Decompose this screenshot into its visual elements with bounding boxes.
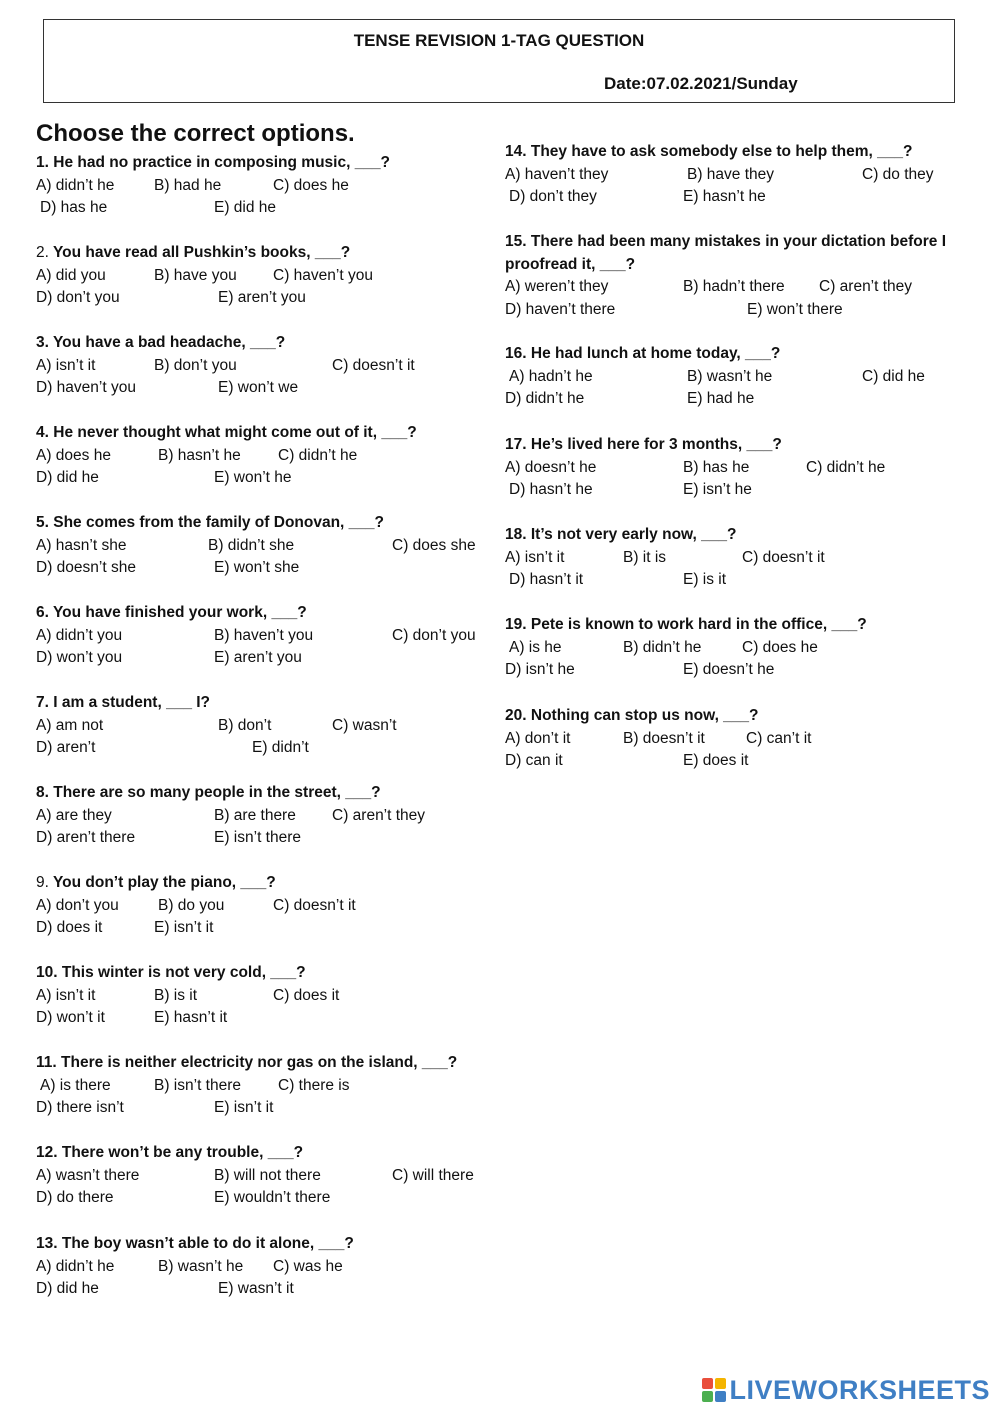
- answer-option[interactable]: D) there isn’t: [36, 1099, 124, 1116]
- question-prompt: They have to ask somebody else to help them, ___?: [530, 143, 913, 160]
- answer-option[interactable]: A) weren’t they: [505, 278, 609, 295]
- question-text: [505, 614, 963, 637]
- answer-option[interactable]: E) aren’t you: [214, 649, 302, 666]
- question-number: 15.: [505, 233, 527, 250]
- options-row-1: [36, 535, 496, 558]
- answer-option[interactable]: E) aren’t you: [218, 289, 306, 306]
- question-prompt: I am a student, ___ I?: [53, 694, 211, 711]
- question-number: 17.: [505, 436, 527, 453]
- answer-option[interactable]: B) don’t you: [154, 356, 237, 374]
- question-number: 18.: [505, 526, 527, 543]
- answer-option[interactable]: D) haven’t you: [36, 379, 136, 396]
- answer-option[interactable]: B) is it: [154, 986, 198, 1004]
- answer-option[interactable]: C) aren’t they: [819, 278, 913, 295]
- question-number: 4.: [36, 424, 49, 441]
- question-number: 12.: [36, 1144, 58, 1161]
- options-row-2: [36, 1097, 496, 1120]
- question-9: [36, 872, 496, 940]
- answer-option[interactable]: E) won’t he: [214, 469, 292, 486]
- answer-option[interactable]: B) has he: [683, 458, 750, 476]
- question-11: [36, 1052, 496, 1120]
- answer-option[interactable]: B) haven’t you: [214, 626, 314, 644]
- answer-option[interactable]: C) didn’t he: [278, 446, 358, 464]
- question-prompt: The boy wasn’t able to do it alone, ___?: [61, 1235, 354, 1252]
- question-text: [36, 782, 496, 805]
- answer-option[interactable]: B) didn’t he: [623, 638, 702, 656]
- answer-option[interactable]: D) didn’t he: [505, 390, 585, 407]
- question-text: [505, 524, 963, 547]
- options-row-2: [505, 479, 963, 502]
- answer-option[interactable]: A) does he: [36, 446, 111, 464]
- question-text: [36, 962, 496, 985]
- answer-option[interactable]: A) is he: [509, 638, 562, 656]
- answer-option[interactable]: D) do there: [36, 1189, 114, 1206]
- answer-option[interactable]: B) isn’t there: [154, 1076, 242, 1094]
- question-13: [36, 1233, 496, 1301]
- options-row-1: [505, 728, 963, 751]
- question-number: 11.: [36, 1054, 57, 1071]
- options-row-1: [505, 276, 963, 299]
- answer-option[interactable]: E) had he: [687, 390, 755, 407]
- answer-option[interactable]: C) will there: [392, 1166, 474, 1184]
- answer-option[interactable]: C) does she: [392, 536, 476, 554]
- answer-option[interactable]: C) doesn’t it: [742, 548, 825, 566]
- answer-option[interactable]: A) don’t you: [36, 896, 119, 914]
- answer-option[interactable]: A) hasn’t she: [36, 536, 127, 554]
- options-row-2: [36, 1278, 496, 1301]
- answer-option[interactable]: D) aren’t there: [36, 829, 136, 846]
- options-row-2: [36, 557, 496, 580]
- answer-option[interactable]: E) isn’t it: [154, 919, 214, 936]
- question-prompt: He had no practice in composing music, ___?: [53, 154, 391, 171]
- question-text: [36, 242, 496, 265]
- options-row-1: [36, 1256, 496, 1279]
- options-row-1: [36, 445, 496, 468]
- answer-option[interactable]: A) hadn’t he: [509, 367, 593, 385]
- answer-option[interactable]: D) doesn’t she: [36, 559, 136, 576]
- options-row-2: [36, 197, 496, 220]
- answer-option[interactable]: D) aren’t: [36, 739, 96, 756]
- answer-option[interactable]: E) doesn’t he: [683, 661, 775, 678]
- options-row-1: [36, 805, 496, 828]
- answer-option[interactable]: E) did he: [214, 199, 277, 216]
- answer-option[interactable]: D) don’t you: [36, 289, 120, 306]
- options-row-2: [505, 569, 963, 592]
- answer-option[interactable]: E) wouldn’t there: [214, 1189, 331, 1206]
- options-row-2: [36, 917, 496, 940]
- answer-option[interactable]: C) does he: [742, 638, 818, 656]
- answer-option[interactable]: D) don’t they: [509, 188, 597, 205]
- question-text: [36, 692, 496, 715]
- answer-option[interactable]: E) isn’t it: [214, 1099, 274, 1116]
- question-number: 2.: [36, 244, 49, 261]
- question-text: [505, 141, 963, 164]
- question-19: [505, 614, 963, 682]
- question-prompt: There won’t be any trouble, ___?: [61, 1144, 304, 1161]
- question-prompt: She comes from the family of Donovan, ___?: [53, 514, 384, 531]
- answer-option[interactable]: B) don’t: [218, 716, 272, 734]
- answer-option[interactable]: E) isn’t he: [683, 481, 752, 498]
- question-number: 19.: [505, 616, 527, 633]
- question-prompt: This winter is not very cold, ___?: [61, 964, 306, 981]
- question-number: 6.: [36, 604, 49, 621]
- options-row-2: [505, 388, 963, 411]
- brand-name: LIVEWORKSHEETS: [729, 1374, 990, 1405]
- question-number: 9.: [36, 874, 49, 891]
- answer-option[interactable]: A) isn’t it: [505, 548, 565, 566]
- options-row-2: [36, 467, 496, 490]
- question-number: 8.: [36, 784, 49, 801]
- answer-option[interactable]: A) don’t it: [505, 729, 571, 747]
- question-2: [36, 242, 496, 310]
- answer-option[interactable]: A) didn’t he: [36, 176, 115, 194]
- question-text: [505, 343, 963, 366]
- answer-option[interactable]: A) didn’t you: [36, 626, 123, 644]
- question-number: 16.: [505, 345, 527, 362]
- answer-option[interactable]: E) won’t we: [218, 379, 299, 396]
- question-prompt: You have read all Pushkin’s books, ___?: [52, 244, 351, 261]
- question-prompt: Nothing can stop us now, ___?: [530, 707, 759, 724]
- question-number: 7.: [36, 694, 49, 711]
- question-prompt: He’s lived here for 3 months, ___?: [530, 436, 782, 453]
- question-prompt: There are so many people in the street, ___?: [53, 784, 381, 801]
- answer-option[interactable]: A) isn’t it: [36, 356, 96, 374]
- answer-option[interactable]: C) did he: [862, 367, 925, 385]
- options-row-2: [36, 737, 496, 760]
- answer-option[interactable]: A) wasn’t there: [36, 1166, 140, 1184]
- answer-option[interactable]: A) isn’t it: [36, 986, 96, 1004]
- question-number: 3.: [36, 334, 49, 351]
- question-prompt: He never thought what might come out of it, ___?: [53, 424, 417, 441]
- answer-option[interactable]: A) doesn’t he: [505, 458, 597, 476]
- answer-option[interactable]: A) did you: [36, 266, 106, 284]
- question-text: [36, 1233, 496, 1256]
- answer-option[interactable]: B) it is: [623, 548, 667, 566]
- answer-option[interactable]: B) hasn’t he: [158, 446, 241, 464]
- answer-option[interactable]: E) hasn’t he: [683, 188, 766, 205]
- question-text: [36, 1052, 496, 1075]
- answer-option[interactable]: D) hasn’t it: [509, 571, 584, 588]
- answer-option[interactable]: E) won’t she: [214, 559, 300, 576]
- answer-option[interactable]: B) wasn’t he: [158, 1257, 244, 1275]
- question-number: 1.: [36, 154, 49, 171]
- question-14: [505, 141, 963, 209]
- question-number: 5.: [36, 514, 49, 531]
- answer-option[interactable]: C) don’t you: [392, 626, 476, 644]
- question-20: [505, 705, 963, 773]
- answer-option[interactable]: D) haven’t there: [505, 300, 616, 318]
- worksheet-title: TENSE REVISION 1-TAG QUESTION: [353, 31, 645, 50]
- answer-option[interactable]: E) wasn’t it: [218, 1280, 294, 1297]
- question-number: 13.: [36, 1235, 58, 1252]
- answer-option[interactable]: A) am not: [36, 716, 104, 734]
- question-1: [36, 152, 496, 220]
- answer-option[interactable]: C) didn’t he: [806, 458, 886, 476]
- question-10: [36, 962, 496, 1030]
- answer-option[interactable]: D) does it: [36, 919, 103, 936]
- answer-option[interactable]: E) won’t there: [747, 300, 843, 318]
- question-prompt: It’s not very early now, ___?: [530, 526, 737, 543]
- answer-option[interactable]: E) isn’t there: [214, 829, 302, 846]
- question-5: [36, 512, 496, 580]
- question-prompt: Pete is known to work hard in the office, ___?: [530, 616, 867, 633]
- answer-option[interactable]: B) will not there: [214, 1166, 321, 1184]
- options-row-1: [36, 1165, 496, 1188]
- worksheet-date: Date:07.02.2021/Sunday: [604, 74, 798, 93]
- answer-option[interactable]: B) hadn’t there: [683, 278, 785, 295]
- answer-option[interactable]: B) wasn’t he: [687, 367, 773, 385]
- answer-option[interactable]: B) had he: [154, 176, 222, 194]
- answer-option[interactable]: C) aren’t they: [332, 806, 426, 824]
- answer-option[interactable]: A) is there: [40, 1076, 111, 1094]
- options-row-1: [36, 1075, 496, 1098]
- question-text: [36, 332, 496, 355]
- answer-option[interactable]: B) have they: [687, 165, 775, 183]
- question-text: [505, 231, 963, 276]
- question-prompt: He had lunch at home today, ___?: [530, 345, 781, 362]
- answer-option[interactable]: D) won’t it: [36, 1009, 105, 1026]
- options-row-2: [505, 299, 963, 322]
- answer-option[interactable]: C) there is: [278, 1076, 350, 1094]
- options-row-2: [36, 1007, 496, 1030]
- answer-option[interactable]: C) does it: [273, 986, 340, 1004]
- question-17: [505, 434, 963, 502]
- answer-option[interactable]: B) have you: [154, 266, 237, 284]
- question-text: [36, 512, 496, 535]
- question-8: [36, 782, 496, 850]
- answer-option[interactable]: D) did he: [36, 1280, 99, 1297]
- answer-option[interactable]: B) didn’t she: [208, 536, 295, 554]
- options-row-1: [505, 637, 963, 660]
- options-row-1: [36, 265, 496, 288]
- question-15: [505, 231, 963, 321]
- question-text: [505, 705, 963, 728]
- options-row-1: [36, 175, 496, 198]
- question-16: [505, 343, 963, 411]
- question-text: [36, 152, 496, 175]
- answer-option[interactable]: A) haven’t they: [505, 165, 609, 183]
- options-row-2: [36, 287, 496, 310]
- options-row-2: [505, 186, 963, 209]
- options-row-1: [36, 895, 496, 918]
- options-row-1: [505, 547, 963, 570]
- answer-option[interactable]: C) can’t it: [746, 729, 812, 747]
- question-text: [36, 1142, 496, 1165]
- question-6: [36, 602, 496, 670]
- liveworksheets-logo-icon: [702, 1378, 726, 1402]
- answer-option[interactable]: A) are they: [36, 806, 112, 824]
- options-row-2: [36, 647, 496, 670]
- answer-option[interactable]: A) didn’t he: [36, 1257, 115, 1275]
- answer-option[interactable]: E) is it: [683, 571, 727, 588]
- answer-option[interactable]: C) doesn’t it: [332, 356, 415, 374]
- answer-option[interactable]: C) doesn’t it: [273, 896, 356, 914]
- answer-option[interactable]: D) has he: [40, 199, 108, 216]
- question-number: 10.: [36, 964, 58, 981]
- question-12: [36, 1142, 496, 1210]
- question-number: 14.: [505, 143, 527, 160]
- question-4: [36, 422, 496, 490]
- question-text: [36, 602, 496, 625]
- answer-option[interactable]: E) hasn’t it: [154, 1009, 228, 1026]
- answer-option[interactable]: C) haven’t you: [273, 266, 373, 284]
- answer-option[interactable]: C) does he: [273, 176, 349, 194]
- question-number: 20.: [505, 707, 527, 724]
- options-row-2: [36, 377, 496, 400]
- answer-option[interactable]: B) are there: [214, 806, 296, 824]
- question-18: [505, 524, 963, 592]
- question-prompt: You have a bad headache, ___?: [52, 334, 286, 351]
- header-box: [43, 19, 955, 103]
- instruction-heading: Choose the correct options.: [36, 120, 355, 147]
- question-text: [36, 422, 496, 445]
- options-row-2: [36, 827, 496, 850]
- answer-option[interactable]: E) does it: [683, 752, 749, 769]
- question-prompt: There had been many mistakes in your dictation before I proofread it, ___?: [505, 233, 947, 273]
- question-3: [36, 332, 496, 400]
- options-row-1: [36, 715, 496, 738]
- answer-option[interactable]: D) can it: [505, 752, 563, 769]
- options-row-1: [505, 366, 963, 389]
- answer-option[interactable]: D) isn’t he: [505, 661, 575, 678]
- answer-option[interactable]: D) won’t you: [36, 649, 123, 666]
- options-row-1: [36, 985, 496, 1008]
- answer-option[interactable]: C) do they: [862, 165, 934, 183]
- options-row-1: [36, 625, 496, 648]
- answer-option[interactable]: C) was he: [273, 1257, 343, 1275]
- answer-option[interactable]: B) doesn’t it: [623, 729, 705, 747]
- answer-option[interactable]: C) wasn’t: [332, 716, 397, 734]
- answer-option[interactable]: B) do you: [158, 896, 225, 914]
- question-prompt: There is neither electricity nor gas on the island, ___?: [61, 1054, 458, 1071]
- options-row-1: [505, 457, 963, 480]
- options-row-2: [505, 750, 963, 773]
- question-text: [505, 434, 963, 457]
- options-row-1: [505, 164, 963, 187]
- options-row-1: [36, 355, 496, 378]
- question-text: [36, 872, 496, 895]
- answer-option[interactable]: D) hasn’t he: [509, 481, 593, 498]
- answer-option[interactable]: D) did he: [36, 469, 99, 486]
- options-row-2: [36, 1187, 496, 1210]
- question-7: [36, 692, 496, 760]
- question-prompt: You have finished your work, ___?: [52, 604, 307, 621]
- answer-option[interactable]: E) didn’t: [252, 739, 309, 756]
- options-row-2: [505, 659, 963, 682]
- question-prompt: You don’t play the piano, ___?: [52, 874, 276, 891]
- footer-brand: [702, 1375, 990, 1405]
